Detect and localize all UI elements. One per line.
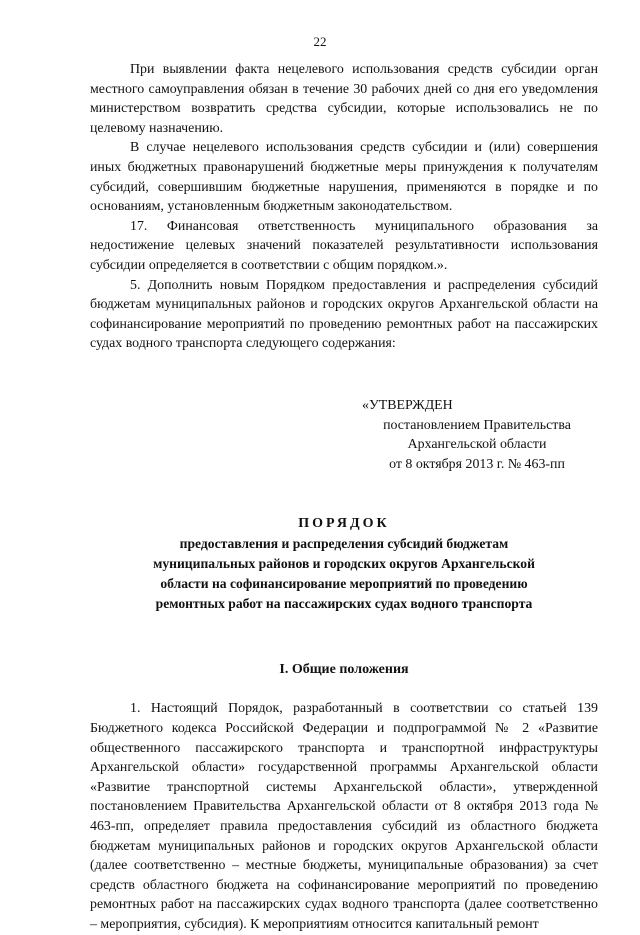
subtitle-line: ремонтных работ на пассажирских судах водного транспорта xyxy=(155,595,533,611)
approval-line-approved: «УТВЕРЖДЕН xyxy=(362,397,453,413)
subtitle-line: области на софинансирование мероприятий по проведению xyxy=(160,575,528,591)
section-heading: I. Общие положения xyxy=(279,661,409,677)
approval-line-resolution: постановлением Правительства xyxy=(383,417,571,433)
paragraph-financial-responsibility: 17. Финансовая ответственность муниципального образования за недостижение целевых значений показателей результативности использования субсидии определяется в соответствии с общим порядком.». xyxy=(90,218,598,273)
page-number: 22 xyxy=(313,34,327,49)
approval-block xyxy=(90,396,598,474)
document-subtitle xyxy=(90,534,598,614)
subtitle-line: предоставления и распределения субсидий бюджетам xyxy=(179,535,509,551)
document-body xyxy=(90,60,598,935)
paragraph-add-new-order: 5. Дополнить новым Порядком предоставления и распределения субсидий бюджетам муниципальных районов и городских округов Архангельской области на софинансирование мероприятий по проведению ремонтных работ на пассажирских судах водного транспорта следующего содержания: xyxy=(90,277,598,352)
subtitle-line: муниципальных районов и городских округов Архангельской xyxy=(153,555,535,571)
paragraph-budget-violations: В случае нецелевого использования средств субсидии и (или) совершения иных бюджетных правонарушений бюджетные меры принуждения к получателям субсидий, совершившим бюджетные нарушения, применяются в порядке и по основаниям, установленным бюджетным законодательством. xyxy=(90,140,598,215)
document-title: ПОРЯДОК xyxy=(298,516,390,532)
paragraph-misuse-return: При выявлении факта нецелевого использования средств субсидии орган местного самоуправления обязан в течение 30 рабочих дней со дня его уведомления министерством возвратить средства субсидии, которые использовались не по целевому назначению. xyxy=(90,62,598,136)
approval-line-date: от 8 октября 2013 г. № 463-пп xyxy=(389,456,565,472)
approval-line-region: Архангельской области xyxy=(407,437,547,453)
paragraph-general-provisions: 1. Настоящий Порядок, разработанный в соответствии со статьей 139 Бюджетного кодекса Российской Федерации и подпрограммой № 2 «Развитие общественного пассажирского транспорта и транспортной инфраструктуры Архангельской области» государственной программы Архангельской области «Развитие транспортной системы Архангельской области», утвержденной постановлением Правительства Архангельской области от 8 октября 2013 года № 463-пп, определяет правила предоставления субсидий из областного бюджета бюджетам муниципальных районов и городских округов Архангельской области (далее соответственно – местные бюджеты, муниципальные образования) за счет средств областного бюджета на софинансирование мероприятий по проведению ремонтных работ на пассажирских судах водного транспорта (далее соответственно – мероприятия, субсидия). К мероприятиям относится капитальный ремонт xyxy=(90,701,598,932)
